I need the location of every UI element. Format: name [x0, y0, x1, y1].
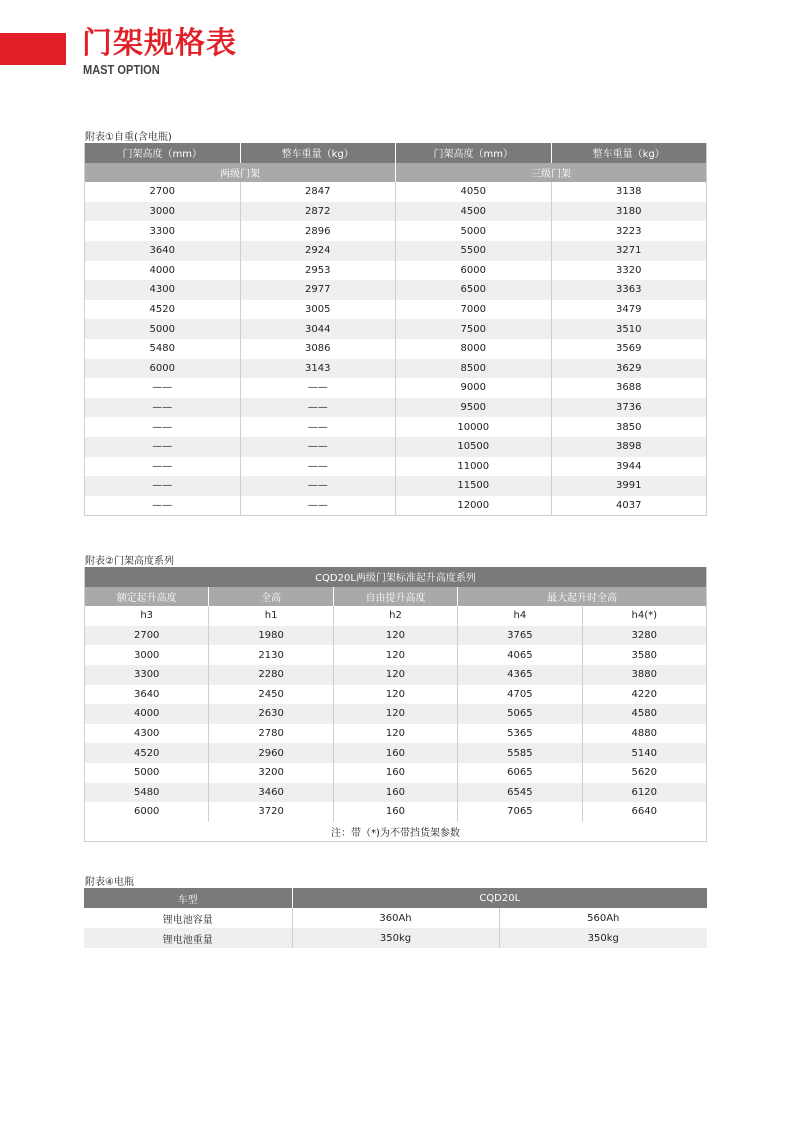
table-cell: 3223: [551, 221, 707, 241]
table-cell: 120: [333, 665, 457, 685]
table-row: [85, 496, 707, 516]
symbol-cell: h4: [458, 606, 582, 626]
table-cell: 3000: [85, 645, 209, 665]
table-cell: 8500: [396, 359, 552, 379]
table-cell: 360Ah: [292, 908, 499, 928]
group-header: 两级门架: [85, 163, 396, 183]
table-cell: 2977: [240, 280, 396, 300]
table-cell: 4065: [458, 645, 582, 665]
table-row: [85, 724, 707, 744]
table-cell: 5000: [85, 319, 241, 339]
table-row: [85, 202, 707, 222]
table-cell: 3044: [240, 319, 396, 339]
table-cell: 3510: [551, 319, 707, 339]
self-weight-table: [84, 143, 707, 516]
table-cell: 4365: [458, 665, 582, 685]
table-cell: 5140: [582, 743, 706, 763]
column-header: 整车重量（kg）: [240, 143, 396, 163]
table-cell: 4880: [582, 724, 706, 744]
table-cell: ——: [240, 378, 396, 398]
table-cell: 1980: [209, 626, 333, 646]
table-cell: ——: [85, 476, 241, 496]
table-cell: 120: [333, 724, 457, 744]
table-title: CQD20L两级门架标准起升高度系列: [85, 567, 707, 587]
table-cell: 10000: [396, 417, 552, 437]
table-cell: 2896: [240, 221, 396, 241]
table-row: [85, 280, 707, 300]
column-header: CQD20L: [292, 888, 707, 908]
table-cell: 5585: [458, 743, 582, 763]
table-row: [85, 359, 707, 379]
table-cell: 5000: [85, 763, 209, 783]
symbol-cell: h4(*): [582, 606, 706, 626]
table-cell: ——: [85, 457, 241, 477]
table-cell: 4050: [396, 182, 552, 202]
table-cell: 5480: [85, 339, 241, 359]
table-cell: 2872: [240, 202, 396, 222]
table-row: [85, 300, 707, 320]
table-cell: 11000: [396, 457, 552, 477]
table-cell: 4520: [85, 743, 209, 763]
table-cell: 7000: [396, 300, 552, 320]
table-row: [85, 417, 707, 437]
table-cell: 4037: [551, 496, 707, 516]
table-cell: 6120: [582, 783, 706, 803]
table-cell: 3200: [209, 763, 333, 783]
table-cell: 5500: [396, 241, 552, 261]
table-cell: 6545: [458, 783, 582, 803]
table-cell: 3569: [551, 339, 707, 359]
table-cell: 3720: [209, 802, 333, 822]
table-cell: 3300: [85, 665, 209, 685]
table-cell: 6640: [582, 802, 706, 822]
table-cell: 120: [333, 626, 457, 646]
table-cell: ——: [240, 437, 396, 457]
table-row: [85, 261, 707, 281]
column-header: 全高: [209, 587, 333, 607]
table-cell: 3180: [551, 202, 707, 222]
symbol-cell: h1: [209, 606, 333, 626]
column-header: 整车重量（kg）: [551, 143, 707, 163]
table-cell: 3138: [551, 182, 707, 202]
table-cell: 3640: [85, 685, 209, 705]
table-cell: 4000: [85, 261, 241, 281]
table-cell: 120: [333, 704, 457, 724]
table-cell: ——: [240, 457, 396, 477]
column-header: 额定起升高度: [85, 587, 209, 607]
table-cell: 3005: [240, 300, 396, 320]
column-header: 车型: [84, 888, 292, 908]
table-cell: 2924: [240, 241, 396, 261]
table-cell: 2130: [209, 645, 333, 665]
table-row: [85, 665, 707, 685]
table-cell: 2630: [209, 704, 333, 724]
table-row: [85, 783, 707, 803]
table-cell: 3580: [582, 645, 706, 665]
table-cell: 350kg: [499, 928, 707, 948]
table-cell: 3086: [240, 339, 396, 359]
table-row: [85, 241, 707, 261]
table-cell: 4500: [396, 202, 552, 222]
table-cell: 3629: [551, 359, 707, 379]
table-cell: ——: [85, 437, 241, 457]
table-cell: 3143: [240, 359, 396, 379]
table-cell: 160: [333, 802, 457, 822]
page-title: 门架规格表: [82, 26, 237, 61]
group-header: 三级门架: [396, 163, 707, 183]
table-cell: 6065: [458, 763, 582, 783]
table-note: 注：带（*)为不带挡货架参数: [85, 822, 707, 842]
table-cell: 锂电池重量: [84, 928, 292, 948]
table-cell: 4300: [85, 724, 209, 744]
table-cell: 4705: [458, 685, 582, 705]
table-row: [85, 626, 707, 646]
table-cell: 2700: [85, 626, 209, 646]
table-row: [85, 457, 707, 477]
table-row: [85, 476, 707, 496]
table-cell: 11500: [396, 476, 552, 496]
table-cell: 3850: [551, 417, 707, 437]
table-cell: 2780: [209, 724, 333, 744]
table-row: [85, 685, 707, 705]
table-cell: 3898: [551, 437, 707, 457]
table-cell: 2280: [209, 665, 333, 685]
table-cell: 3688: [551, 378, 707, 398]
table-cell: 3363: [551, 280, 707, 300]
mast-height-table: [84, 567, 707, 842]
table-cell: 5620: [582, 763, 706, 783]
table-cell: 160: [333, 743, 457, 763]
column-header: 门架高度（mm）: [85, 143, 241, 163]
table-cell: 10500: [396, 437, 552, 457]
table-cell: 3300: [85, 221, 241, 241]
table-row: [85, 319, 707, 339]
table-cell: ——: [240, 417, 396, 437]
table-row: [85, 221, 707, 241]
table-cell: 2847: [240, 182, 396, 202]
table-cell: 3765: [458, 626, 582, 646]
table-row: [85, 704, 707, 724]
table-row: [85, 763, 707, 783]
table-cell: 2450: [209, 685, 333, 705]
table-row: [85, 378, 707, 398]
table-cell: 4000: [85, 704, 209, 724]
table-cell: 160: [333, 763, 457, 783]
table-cell: 3736: [551, 398, 707, 418]
table-cell: 3000: [85, 202, 241, 222]
table-cell: 6500: [396, 280, 552, 300]
table-cell: 4580: [582, 704, 706, 724]
table-row: [85, 645, 707, 665]
table-cell: 锂电池容量: [84, 908, 292, 928]
table-cell: 12000: [396, 496, 552, 516]
table-cell: 7065: [458, 802, 582, 822]
table-cell: 6000: [85, 802, 209, 822]
table-cell: 7500: [396, 319, 552, 339]
table-cell: 120: [333, 685, 457, 705]
table-cell: 160: [333, 783, 457, 803]
table-cell: 120: [333, 645, 457, 665]
title-accent-bar: [0, 33, 66, 65]
table-cell: ——: [240, 476, 396, 496]
table-cell: 5000: [396, 221, 552, 241]
table1-caption: 附表①自重(含电瓶): [85, 132, 172, 143]
table-cell: 3320: [551, 261, 707, 281]
table-cell: 4520: [85, 300, 241, 320]
table-cell: 3991: [551, 476, 707, 496]
table3-caption: 附表④电瓶: [85, 877, 134, 888]
table-cell: ——: [85, 378, 241, 398]
table-row: [85, 339, 707, 359]
table-cell: 3944: [551, 457, 707, 477]
column-header: 自由提升高度: [333, 587, 457, 607]
table-cell: 2960: [209, 743, 333, 763]
table-cell: 5480: [85, 783, 209, 803]
symbol-cell: h3: [85, 606, 209, 626]
table-row: [84, 908, 707, 928]
table-cell: 3640: [85, 241, 241, 261]
table-cell: 4220: [582, 685, 706, 705]
symbol-row: [85, 606, 707, 626]
table-cell: 4300: [85, 280, 241, 300]
table-cell: 6000: [85, 359, 241, 379]
column-header: 门架高度（mm）: [396, 143, 552, 163]
table-row: [84, 928, 707, 948]
table-cell: ——: [85, 398, 241, 418]
table-cell: ——: [240, 496, 396, 516]
table-cell: 2700: [85, 182, 241, 202]
table-cell: 5365: [458, 724, 582, 744]
symbol-cell: h2: [333, 606, 457, 626]
table-cell: 9500: [396, 398, 552, 418]
table-cell: 8000: [396, 339, 552, 359]
table-cell: 3271: [551, 241, 707, 261]
table-cell: ——: [240, 398, 396, 418]
table-row: [85, 182, 707, 202]
table2-caption: 附表②门架高度系列: [85, 556, 174, 567]
table-cell: 3280: [582, 626, 706, 646]
table-cell: ——: [85, 496, 241, 516]
table-cell: 350kg: [292, 928, 499, 948]
table-cell: ——: [85, 417, 241, 437]
table-cell: 5065: [458, 704, 582, 724]
table-cell: 3479: [551, 300, 707, 320]
page-subtitle: MAST OPTION: [83, 62, 160, 77]
table-cell: 3460: [209, 783, 333, 803]
table-row: [85, 743, 707, 763]
table-cell: 2953: [240, 261, 396, 281]
table-cell: 9000: [396, 378, 552, 398]
table-row: [85, 437, 707, 457]
table-cell: 6000: [396, 261, 552, 281]
table-row: [85, 398, 707, 418]
column-header: 最大起升时全高: [458, 587, 707, 607]
table-row: [85, 802, 707, 822]
battery-table: [84, 888, 707, 948]
table-cell: 560Ah: [499, 908, 707, 928]
table-cell: 3880: [582, 665, 706, 685]
